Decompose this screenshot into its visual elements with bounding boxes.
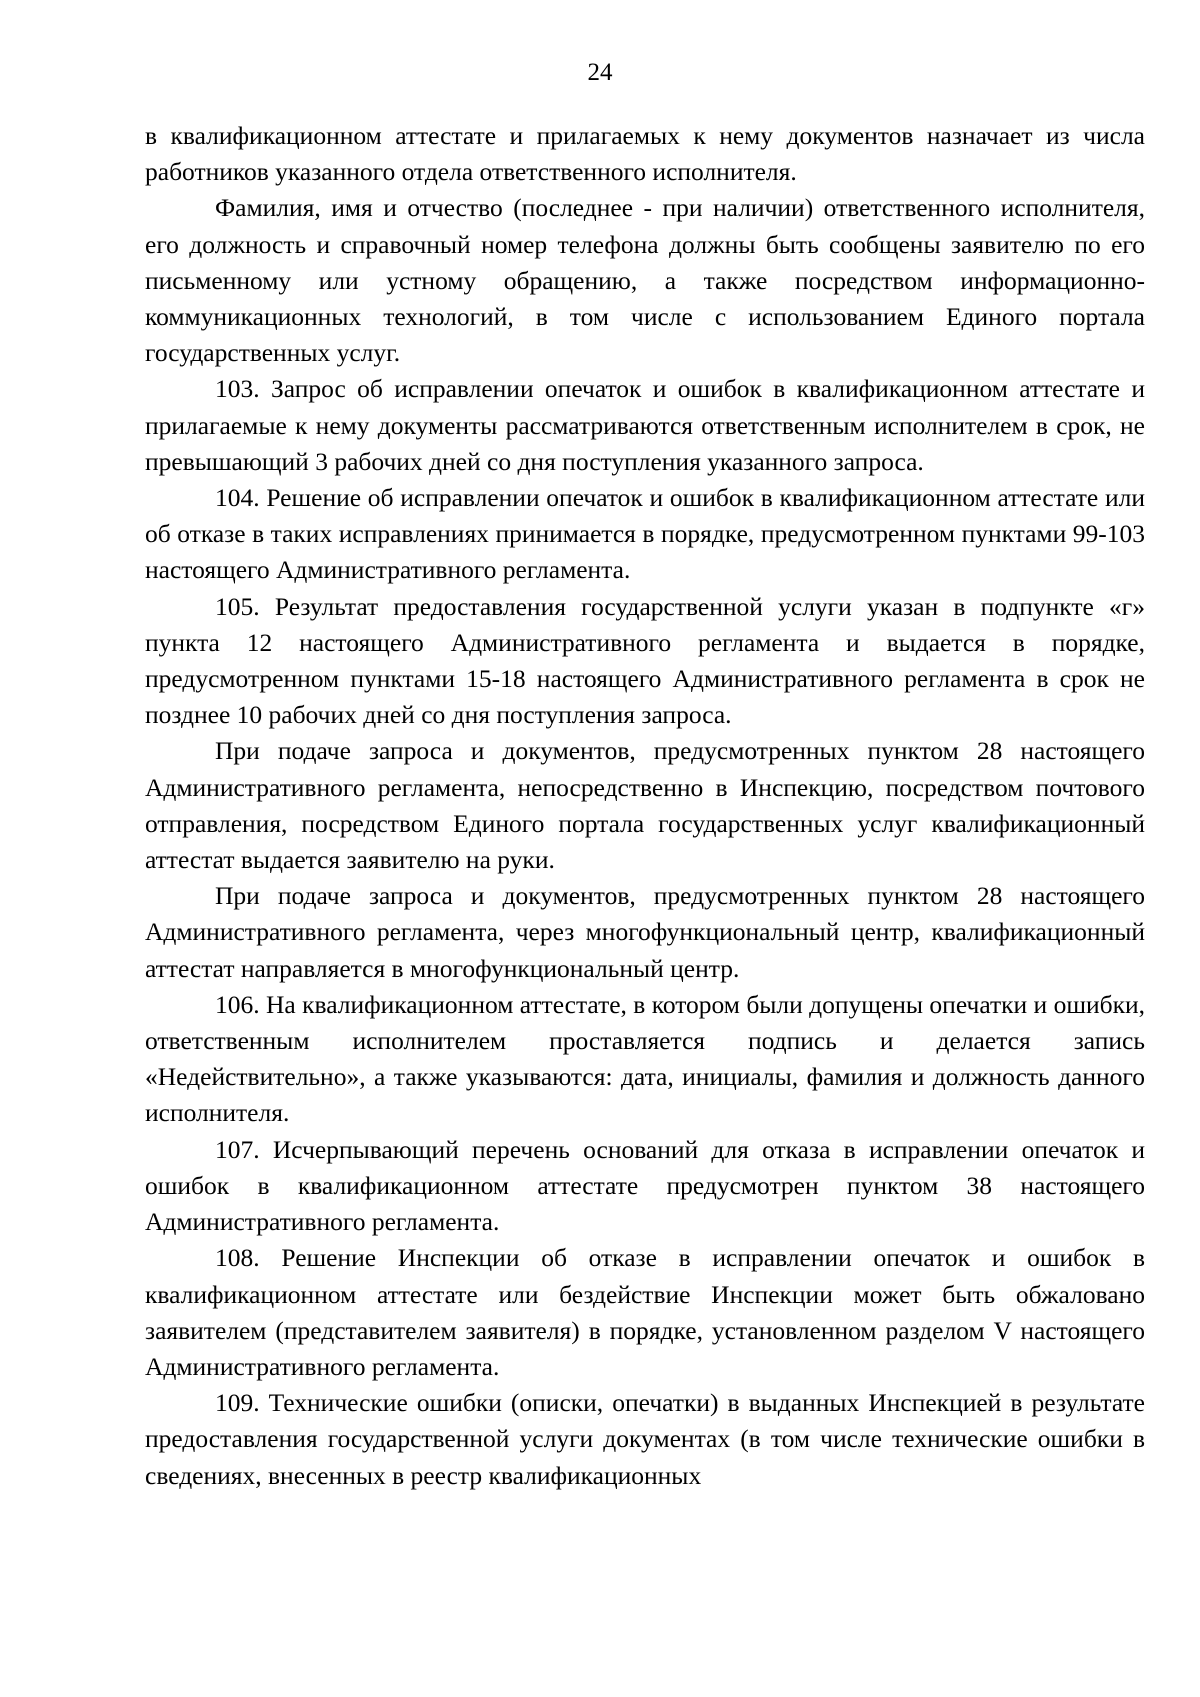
paragraph-109: 109. Технические ошибки (описки, опечатки) в выданных Инспекцией в результате предоставления государственной услуги документах (в том числе технические ошибки в сведениях, внесенных в реестр квалификационных [145,1388,1145,1490]
paragraph-103: 103. Запрос об исправлении опечаток и ошибок в квалификационном аттестате и прилагаемые к нему документы рассматриваются ответственным исполнителем в срок, не превышающий 3 рабочих дней со дня поступления указанного запроса. [145,374,1145,476]
paragraph-mfc-submission: При подаче запроса и документов, предусмотренных пунктом 28 настоящего Административного регламента, через многофункциональный центр, квалификационный аттестат направляется в многофункциональный центр. [145,881,1145,983]
paragraph-106: 106. На квалификационном аттестате, в котором были допущены опечатки и ошибки, ответственным исполнителем проставляется подпись и делается запись «Недействительно», а также указываются: дата, инициалы, фамилия и должность данного исполнителя. [145,989,1145,1128]
paragraph-direct-submission: При подаче запроса и документов, предусмотренных пунктом 28 настоящего Административного регламента, непосредственно в Инспекцию, посредством почтового отправления, посредством Единого портала государственных услуг квалификационный аттестат выдается заявителю на руки. [145,736,1145,875]
paragraph-108: 108. Решение Инспекции об отказе в исправлении опечаток и ошибок в квалификационном аттестате или бездействие Инспекции может быть обжаловано заявителем (представителем заявителя) в порядке, установленном разделом V настоящего Административного регламента. [145,1243,1145,1381]
paragraph-continuation: в квалификационном аттестате и прилагаемых к нему документов назначает из числа работников указанного отдела ответственного исполнителя. [145,121,1145,187]
paragraph-responsible-executor: Фамилия, имя и отчество (последнее - при наличии) ответственного исполнителя, его должность и справочный номер телефона должны быть сообщены заявителю по его письменному или устному обращению, а также посредством информационно-коммуникационных технологий, в том числе с использованием Единого портала государственных услуг. [145,193,1145,368]
paragraph-104: 104. Решение об исправлении опечаток и ошибок в квалификационном аттестате или об отказе в таких исправлениях принимается в порядке, предусмотренном пунктами 99-103 настоящего Административного регламента. [145,483,1145,585]
paragraph-107: 107. Исчерпывающий перечень оснований для отказа в исправлении опечаток и ошибок в квалификационном аттестате предусмотрен пунктом 38 настоящего Административного регламента. [145,1134,1145,1237]
document-body [145,118,1145,1494]
page-number: 24 [587,59,613,86]
paragraph-105: 105. Результат предоставления государственной услуги указан в подпункте «г» пункта 12 настоящего Административного регламента и выдается в порядке, предусмотренном пунктами 15-18 настоящего Административного регламента в срок не позднее 10 рабочих дней со дня поступления запроса. [145,591,1145,730]
